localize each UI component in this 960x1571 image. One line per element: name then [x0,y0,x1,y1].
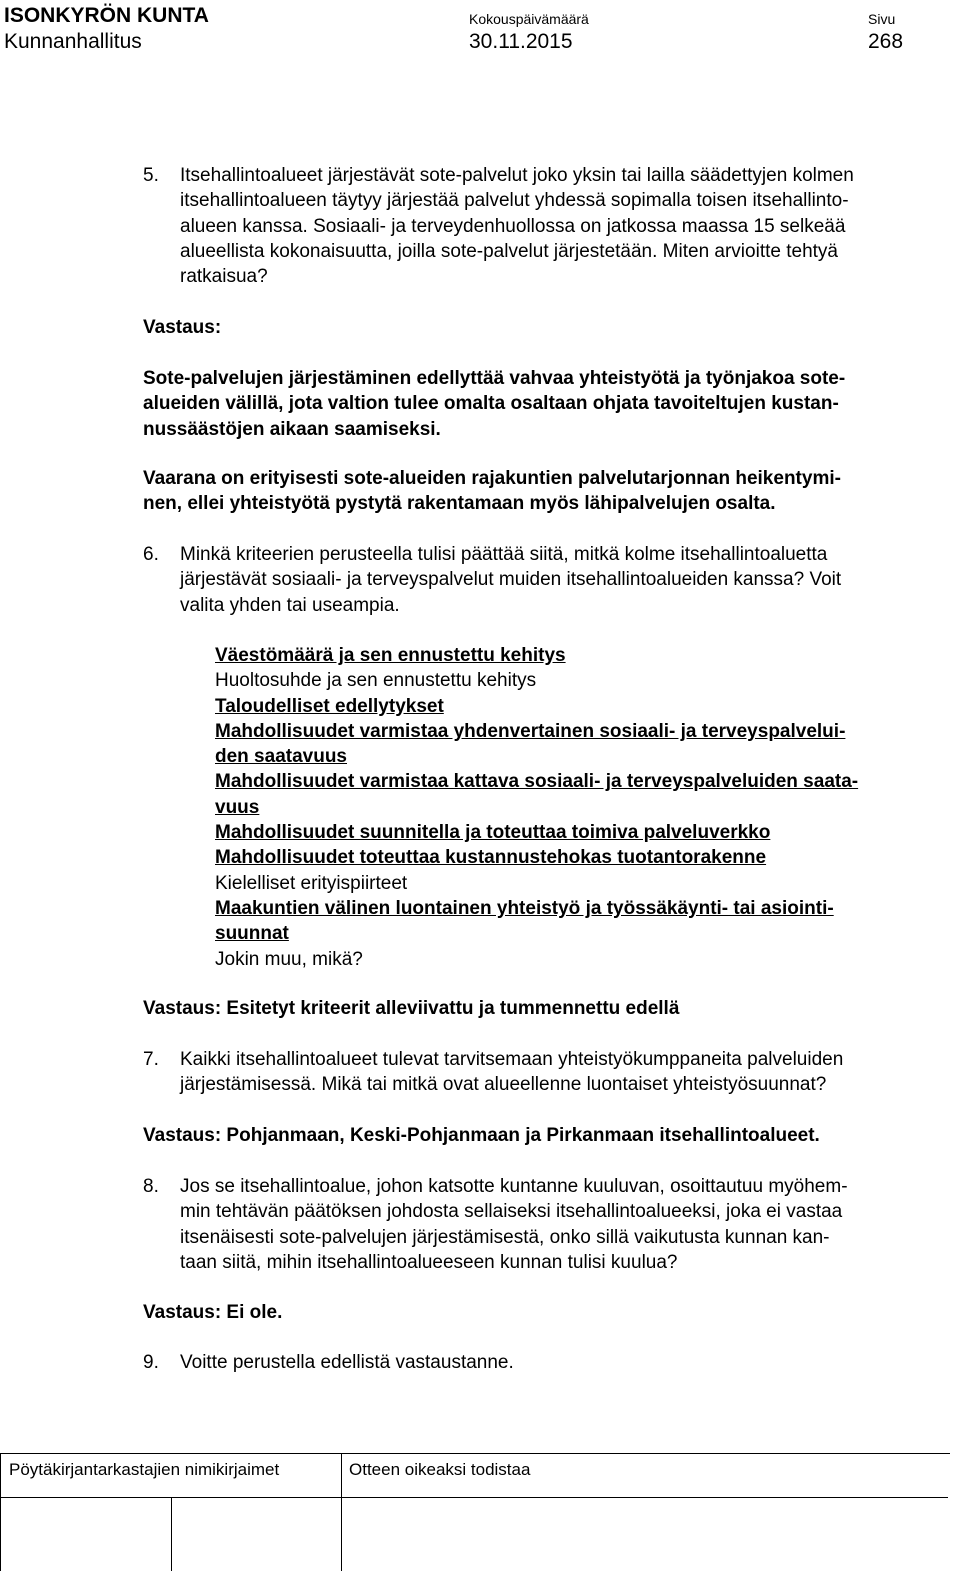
q5-line: Itsehallintoalueet järjestävät sote-palvelut joko yksin tai lailla säädettyjen kolmen [180,165,854,186]
option-selected: Taloudelliset edellytykset [215,695,444,717]
option: Kielelliset erityispiirteet [215,872,408,894]
q6-text [180,542,841,618]
q9-text: Voitte perustella edellistä vastaustanne. [180,1352,514,1373]
q8-number: 8. [143,1176,159,1197]
option-selected: den saatavuus [215,746,347,768]
q8-text [180,1174,848,1275]
option-selected: Mahdollisuudet suunnitella ja toteuttaa toimiva palveluverkko [215,822,771,844]
q7-number: 7. [143,1049,159,1070]
q7-text [180,1047,843,1098]
option-selected: Mahdollisuudet toteuttaa kustannustehokas tuotantorakenne [215,847,767,869]
q6-line: valita yhden tai useampia. [180,594,400,616]
answer5-line: alueiden välillä, jota valtion tulee omalta osaltaan ohjata tavoiteltujen kustan- [143,393,839,415]
q7-line: Kaikki itsehallintoalueet tulevat tarvitsemaan yhteistyökumppaneita palveluiden [180,1049,844,1070]
q8-line: Jos se itsehallintoalue, johon katsotte kuntanne kuuluvan, osoittautuu myöhem- [180,1176,848,1197]
page-label: Sivu [868,11,896,27]
q5-line: itsehallintoalueen täytyy järjestää palvelut yhdessä sopimalla toisen itsehallinto- [180,190,849,212]
q5-line: alueellista kokonaisuutta, joilla sote-palvelut järjestetään. Miten arvioitte tehtyä [180,240,838,262]
q5-line: alueen kanssa. Sosiaali- ja terveydenhuollossa on jatkossa maassa 15 selkeää [180,215,846,237]
q8-line: itsenäisesti sote-palvelujen järjestämisestä, onko sillä vaikutusta kunnan kan- [180,1226,830,1248]
option-selected: Mahdollisuudet varmistaa yhdenvertainen sosiaali- ja terveyspalvelui- [215,720,846,742]
q5-text [180,163,854,289]
answer5-paragraph-1 [143,366,845,442]
q6-number: 6. [143,544,159,565]
option-selected: vuus [215,796,260,818]
footer-left-border [0,1453,1,1571]
option: Huoltosuhde ja sen ennustettu kehitys [215,670,537,692]
q5-number: 5. [143,165,159,186]
option: Jokin muu, mikä? [215,948,363,970]
body-name: Kunnanhallitus [4,30,142,53]
answer8: Vastaus: Ei ole. [143,1302,283,1323]
footer-divider [341,1453,342,1497]
footer-divider [171,1497,172,1571]
certified-label: Otteen oikeaksi todistaa [349,1460,531,1479]
signatures-label: Pöytäkirjantarkastajien nimikirjaimet [9,1460,280,1479]
q8-line: min tehtävän päätöksen johdosta sellaiseksi itsehallintoalueeksi, joka ei vastaa [180,1201,843,1223]
q6-line: järjestävät sosiaali- ja terveyspalvelut muiden itsehallintoalueiden kanssa? Voit [180,569,842,591]
q6-line: Minkä kriteerien perusteella tulisi päättää siitä, mitkä kolme itsehallintoaluetta [180,544,828,565]
answer7: Vastaus: Pohjanmaan, Keski-Pohjanmaan ja Pirkanmaan itsehallintoalueet. [143,1125,820,1146]
option-selected: Väestömäärä ja sen ennustettu kehitys [215,645,566,666]
footer-top-rule [0,1453,950,1454]
answer5-line: nussäästöjen aikaan saamiseksi. [143,418,441,440]
q6-options [215,643,858,972]
q8-line: taan siitä, mihin itsehallintoalueeseen kunnan tulisi kuulua? [180,1251,678,1273]
answer6: Vastaus: Esitetyt kriteerit alleviivattu ja tummennettu edellä [143,998,680,1019]
org-name: ISONKYRÖN KUNTA [4,4,209,27]
footer-mid-rule [0,1497,948,1498]
option-selected: Mahdollisuudet varmistaa kattava sosiaali- ja terveyspalveluiden saata- [215,771,859,793]
answer5-line: Sote-palvelujen järjestäminen edellyttää vahvaa yhteistyötä ja työnjakoa sote- [143,368,846,389]
date-label: Kokouspäivämäärä [469,11,589,27]
option-selected: Maakuntien välinen luontainen yhteistyö ja työssäkäynti- tai asiointi- [215,897,834,919]
answer5-label: Vastaus: [143,317,222,338]
page-number: 268 [868,30,904,53]
answer5-paragraph-2 [143,466,841,517]
q7-line: järjestämisessä. Mikä tai mitkä ovat alueellenne luontaiset yhteistyösuunnat? [180,1074,827,1096]
answer5-line: nen, ellei yhteistyötä pystytä rakentamaan myös lähipalvelujen osalta. [143,493,776,515]
option-selected: suunnat [215,923,289,945]
answer5-line: Vaarana on erityisesti sote-alueiden rajakuntien palvelutarjonnan heikentymi- [143,468,841,489]
footer-divider [341,1497,342,1571]
meeting-date: 30.11.2015 [469,30,573,53]
q9-number: 9. [143,1352,159,1373]
q5-line: ratkaisua? [180,266,268,288]
